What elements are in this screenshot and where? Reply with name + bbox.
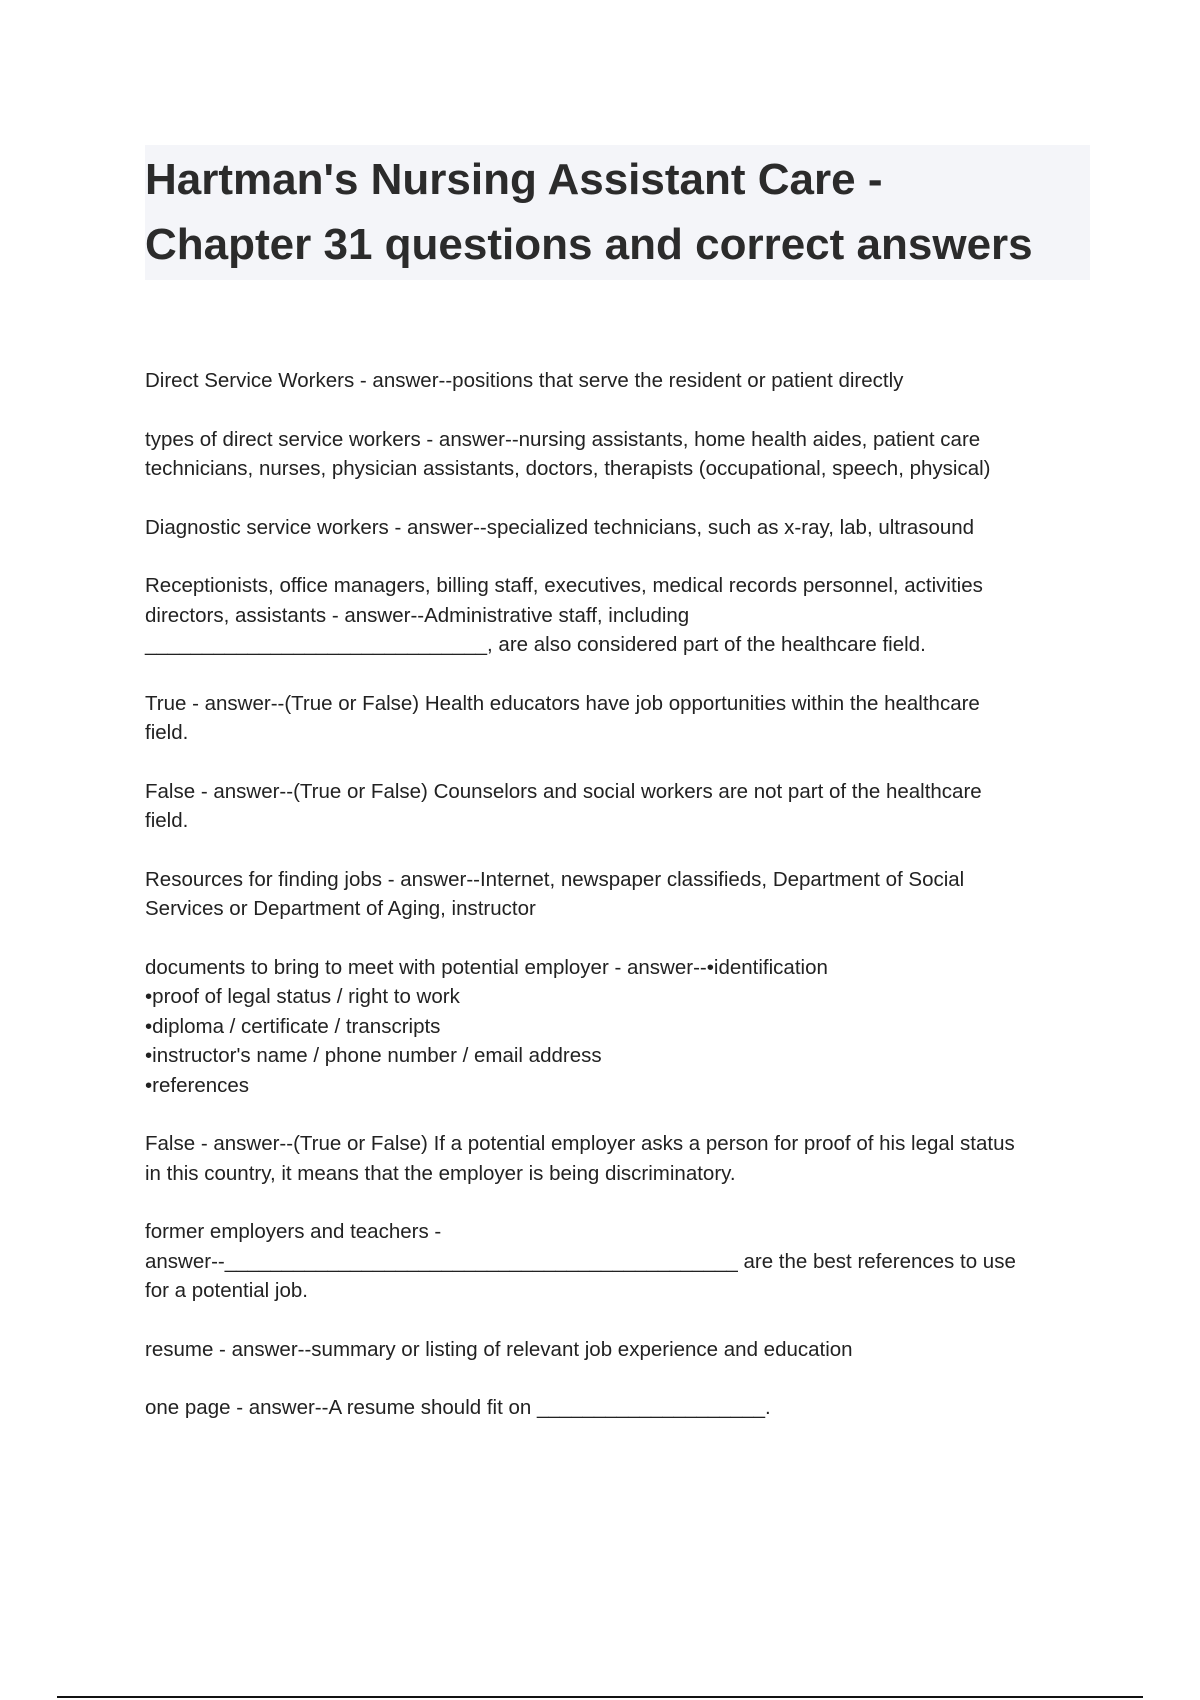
qa-entry: True - answer--(True or False) Health educators have job opportunities within the healthcare field. bbox=[145, 691, 980, 744]
title-banner bbox=[145, 145, 1090, 280]
qa-entry: Direct Service Workers - answer--positions that serve the resident or patient directly bbox=[145, 369, 904, 392]
qa-entry: one page - answer--A resume should fit on ____________________. bbox=[145, 1396, 771, 1419]
qa-entry: False - answer--(True or False) Counselors and social workers are not part of the healthcare field. bbox=[145, 779, 982, 832]
qa-entry: Diagnostic service workers - answer--specialized technicians, such as x-ray, lab, ultrasound bbox=[145, 515, 975, 539]
qa-entry: Resources for finding jobs - answer--Internet, newspaper classifieds, Department of Social Services or Department of Aging, instructor bbox=[145, 867, 965, 920]
qa-entry: former employers and teachers - answer--_____________________________________________ are the best references to use for a potential job. bbox=[145, 1220, 1016, 1302]
qa-list bbox=[145, 366, 1095, 1452]
qa-entry: Receptionists, office managers, billing staff, executives, medical records personnel, activities directors, assistants - answer--Administrative staff, including ______________________________, are also considered part of the healthcare field. bbox=[145, 574, 983, 656]
qa-entry: False - answer--(True or False) If a potential employer asks a person for proof of his legal status in this country, it means that the employer is being discriminatory. bbox=[145, 1132, 1015, 1185]
qa-entry: resume - answer--summary or listing of relevant job experience and education bbox=[145, 1337, 853, 1361]
page-bottom-divider bbox=[57, 1696, 1143, 1698]
document-title: Hartman's Nursing Assistant Care - Chapter 31 questions and correct answers bbox=[145, 155, 1033, 269]
qa-entry: types of direct service workers - answer--nursing assistants, home health aides, patient care technicians, nurses, physician assistants, doctors, therapists (occupational, speech, physical) bbox=[145, 427, 991, 480]
qa-entry: documents to bring to meet with potential employer - answer--•identification •proof of legal status / right to work •diploma / certificate / transcripts •instructor's name / phone number / email address •references bbox=[145, 955, 828, 1097]
